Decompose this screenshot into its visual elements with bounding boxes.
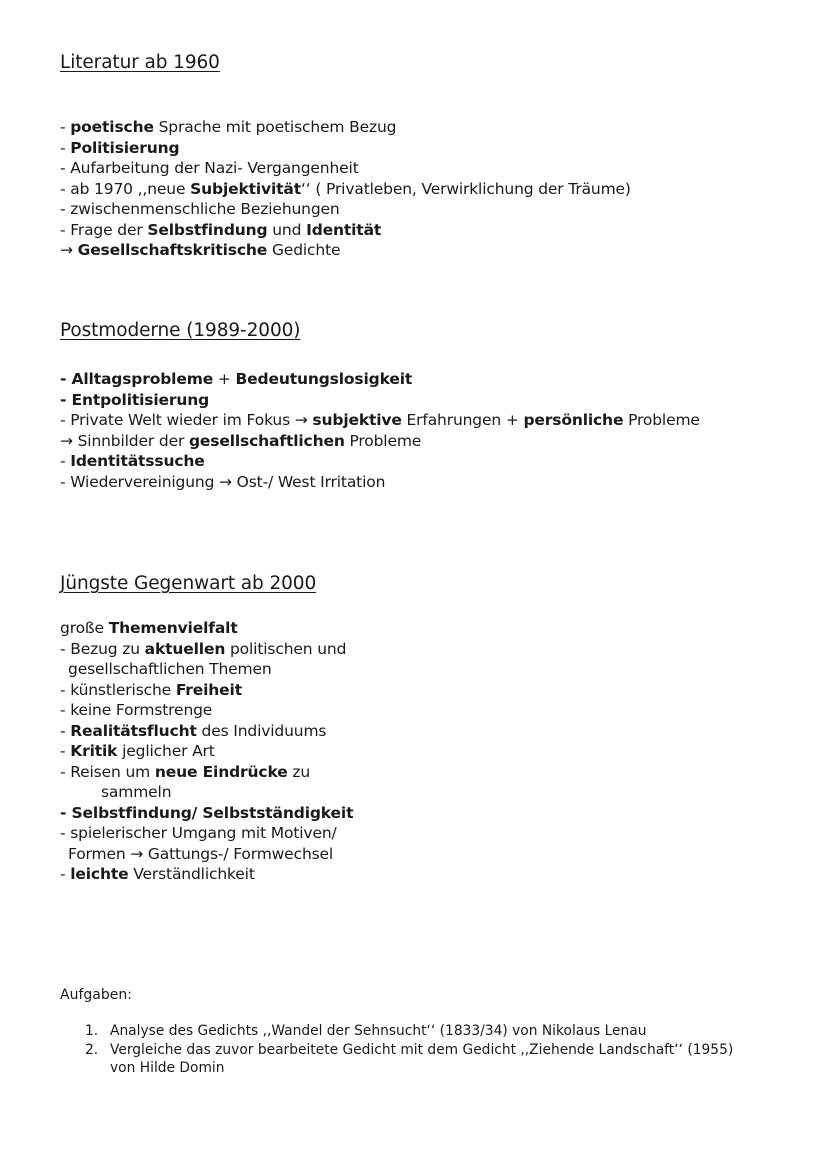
bold-term: subjektive [312, 411, 402, 429]
bullet-line [60, 618, 353, 639]
bold-term: persönliche [523, 411, 624, 429]
bullet-line [60, 431, 700, 452]
bullet-line [60, 472, 700, 493]
bold-term: poetische [70, 118, 154, 136]
bullet-line [60, 721, 353, 742]
bold-term: Identität [306, 220, 382, 239]
line-text: politischen und [225, 639, 347, 658]
bold-term: Realitätsflucht [70, 721, 197, 740]
bullet-line [60, 199, 631, 220]
bullet-line [60, 390, 700, 411]
bold-term: - Selbstfindung/ Selbstständigkeit [60, 803, 354, 822]
line-text: - ab 1970 ,,neue [60, 179, 191, 198]
line-text: Gedichte [267, 241, 341, 259]
line-text: - [60, 865, 71, 883]
line-text: - Aufarbeitung der Nazi- Vergangenheit [60, 159, 359, 177]
line-text: Formen → Gattungs-/ Formwechsel [68, 844, 334, 863]
section-title-literatur-1960: Literatur ab 1960 [60, 52, 220, 73]
line-text: Erfahrungen + [401, 411, 524, 429]
line-text: sammeln [101, 783, 172, 801]
bullet-line [60, 823, 353, 844]
line-text: Probleme [623, 411, 700, 429]
bullet-line [60, 741, 353, 762]
line-text: - Reisen um [60, 762, 155, 781]
bullet-line [60, 782, 353, 803]
line-text: - Frage der [60, 220, 148, 239]
bold-term: Identitätssuche [70, 452, 205, 470]
line-text: des Individuums [196, 721, 327, 740]
line-text: - [60, 452, 71, 470]
line-text: - [60, 742, 71, 760]
bullet-line [60, 680, 353, 701]
bullet-line [60, 220, 631, 241]
task-text: Vergleiche das zuvor bearbeitete Gedicht mit dem Gedicht ,,Ziehende Landschaft‘‘ (1955) von Hilde Domin [110, 1041, 734, 1076]
bold-term: Bedeutungslosigkeit [235, 370, 413, 388]
line-text: gesellschaftlichen Themen [68, 660, 272, 678]
bold-term: Themenvielfalt [108, 619, 238, 637]
bold-term: - Alltagsprobleme [60, 370, 214, 388]
line-text: + [213, 370, 236, 388]
task-number: 2. [85, 1041, 99, 1058]
line-text: - spielerischer Umgang mit Motiven/ [60, 824, 337, 842]
bullet-line [60, 803, 353, 824]
bullet-line [60, 639, 353, 660]
task-number: 1. [85, 1023, 99, 1039]
line-text: zu [287, 762, 310, 781]
section-body-juengste-gegenwart [60, 618, 353, 885]
bold-term: Kritik [70, 742, 118, 760]
line-text: - [60, 118, 71, 136]
task-list [60, 1022, 760, 1078]
line-text: - [60, 138, 71, 157]
task-item [60, 1022, 760, 1041]
bold-term: Gesellschaftskritische [77, 241, 268, 259]
line-text: → Sinnbilder der [60, 431, 189, 450]
bullet-line [60, 179, 631, 200]
line-text: Sprache mit poetischem Bezug [153, 118, 397, 136]
bold-term: leichte [70, 865, 129, 883]
line-text: ‘‘ ( Privatleben, Verwirklichung der Träume) [301, 179, 631, 198]
line-text: - Bezug zu [60, 639, 145, 658]
bold-term: Politisierung [70, 138, 180, 157]
bullet-line [60, 844, 353, 865]
line-text: Probleme [344, 431, 422, 450]
bullet-line [60, 451, 700, 472]
line-text: - keine Formstrenge [60, 701, 213, 719]
bullet-line [60, 138, 631, 159]
bullet-line [60, 240, 631, 261]
section-title-postmoderne: Postmoderne (1989-2000) [60, 320, 301, 341]
line-text: - künstlerische [60, 680, 176, 699]
bold-term: aktuellen [144, 639, 226, 658]
tasks-label: Aufgaben: [60, 987, 132, 1003]
bullet-line [60, 762, 353, 783]
line-text: - Private Welt wieder im Fokus → [60, 411, 313, 429]
section-body-postmoderne [60, 369, 700, 492]
section-body-literatur-1960 [60, 117, 631, 261]
bullet-line [60, 158, 631, 179]
line-text: Verständlichkeit [128, 865, 255, 883]
bold-term: Subjektivität [190, 179, 302, 198]
section-title-juengste-gegenwart: Jüngste Gegenwart ab 2000 [60, 573, 317, 594]
line-text: - Wiedervereinigung → Ost-/ West Irritation [60, 472, 386, 491]
task-item [60, 1041, 760, 1078]
line-text: große [60, 619, 109, 637]
line-text: jeglicher Art [117, 742, 215, 760]
bold-term: Freiheit [175, 680, 242, 699]
bullet-line [60, 117, 631, 138]
bold-term: gesellschaftlichen [188, 431, 345, 450]
bold-term: Selbstfindung [147, 220, 268, 239]
bullet-line [60, 864, 353, 885]
task-text: Analyse des Gedichts ,,Wandel der Sehnsucht‘‘ (1833/34) von Nikolaus Lenau [110, 1023, 647, 1039]
bullet-line [60, 410, 700, 431]
bold-term: - Entpolitisierung [60, 390, 210, 409]
line-text: und [267, 220, 307, 239]
bold-term: neue Eindrücke [154, 762, 288, 781]
line-text: - zwischenmenschliche Beziehungen [60, 200, 340, 218]
bullet-line [60, 369, 700, 390]
line-text: - [60, 721, 71, 740]
line-text: → [60, 241, 78, 259]
bullet-line [60, 659, 353, 680]
bullet-line [60, 700, 353, 721]
